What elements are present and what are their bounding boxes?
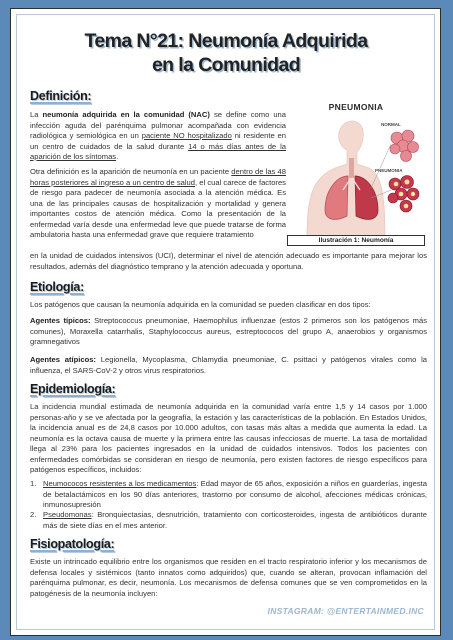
heading-etiologia: Etiología:	[30, 280, 84, 294]
fisiopatologia-paragraph: Existe un intrincado equilibrio entre los organismos que residen en el tracto respiratorio inferior y los mecanismos de defensa locales y sistémicos (tanto innatos como adquiridos) que, cuando se alteran, provocan inflamación del parénquima pulmonar, es decir, neumonía. Los mecanismos de defensa comunes que se ven comprometidos en la patogénesis de la neumonía incluyen:	[30, 557, 427, 598]
list-item-label: Neumococos resistentes a los medicamentos	[43, 479, 197, 488]
etiologia-agentes-atipicos: Agentes atípicos: Legionella, Mycoplasma, Chlamydia pneumoniae, C. psittaci y patógenos virales como la influenza, el SARS-CoV-2 y otros virus respiratorios.	[30, 355, 428, 375]
heading-fisiopatologia: Fisiopatología:	[30, 537, 115, 551]
list-item-number: 2.	[30, 510, 37, 519]
definicion-paragraph-2-continued: en la unidad de cuidados intensivos (UCI), determinar el nivel de atención adecuado es importante para mejorar los resultados, además del diagnóstico temprano y la atención adecuada y oportuna.	[30, 251, 427, 271]
definicion-paragraph-1: La neumonía adquirida en la comunidad (NAC) se define como una infección aguda del parénquima pulmonar acompañada con evidencia radiológica y semiológica en un paciente NO hospitalizado ni residente en un centro de cuidados de la salud durante 14 o más días antes de la aparición de los síntomas.	[30, 110, 286, 161]
list-item-text: : Bronquiectasias, desnutrición, tratamiento con corticosteroides, ingesta de antibióticos durante más de siete días en el mes anterior.	[43, 510, 427, 530]
epidemiologia-paragraph: La incidencia mundial estimada de neumonía adquirida en la comunidad varía entre 1,5 y 14 casos por 1.000 personas-año y se ve afectada por la geografía, la estación y las características de la población. En Estados Unidos, la incidencia anual es de 24,8 casos por 10.000 adultos, con tasas más altas a medida que aumenta la edad. La neumonía es la octava causa de muerte y la primera entre las causas infecciosas de muerte. La tasa de mortalidad llega al 23% para los pacientes ingresados en la unidad de cuidados intensivos. Todos los pacientes con enfermedades comórbidas se consideran en riesgo de neumonía, pero existen factores de riesgo específicos para patógenos específicos, incluidos:	[30, 402, 427, 474]
definicion-paragraph-2: Otra definición es la aparición de neumonía en un paciente dentro de las 48 horas posteriores al ingreso a un centro de salud, el cual carece de factores de riesgo para padecer de neumonía asociada a la atención médica. Es una de las principales causas de hospitalización y mortalidad y genera importantes costos de atención médica. Como la presentación de la enfermedad varía desde una enfermedad leve que puede tratarse de forma ambulatoria hasta una enfermedad grave que requiere tratamiento	[30, 167, 286, 239]
etiologia-agentes-tipicos: Agentes típicos: Streptococcus pneumoniae, Haemophilus influenzae (estos 2 primeros son los patógenos más comunes), Moraxella catarrhalis, Staphylococcus aureus, estreptococos del grupo A, anaerobios y organismos gramnegativos	[30, 316, 427, 346]
figure-label-normal: NORMAL	[381, 122, 401, 127]
pneumonia-illustration	[287, 98, 425, 236]
figure-caption: Ilustración 1: Neumonía	[287, 235, 425, 246]
list-item-number: 1.	[30, 479, 37, 488]
page-title: Tema N°21: Neumonía Adquirida en la Comunidad	[84, 30, 368, 76]
list-item-text: : Edad mayor de 65 años, exposición a niños en guarderías, ingesta de betalactámicos en los 90 días anteriores, trastorno por consumo de alcohol, afecciones médicas crónicas, inmunosupresión	[43, 479, 427, 509]
heading-definicion: Definición:	[30, 89, 92, 103]
heading-epidemiologia: Epidemiología:	[30, 382, 116, 396]
list-item	[30, 510, 427, 531]
figure-label-pneumonia: PNEUMONIA	[375, 168, 403, 173]
document-page	[10, 8, 441, 636]
list-item-label: Pseudomonas	[43, 510, 92, 519]
lungs-drawing	[287, 98, 425, 236]
list-item	[30, 479, 427, 511]
figure-title: PNEUMONIA	[328, 102, 384, 112]
etiologia-intro: Los patógenos que causan la neumonía adquirida en la comunidad se pueden clasificar en dos tipos:	[30, 300, 371, 309]
instagram-footer: INSTAGRAM: @ENTERTAINMED.INC	[267, 606, 424, 616]
